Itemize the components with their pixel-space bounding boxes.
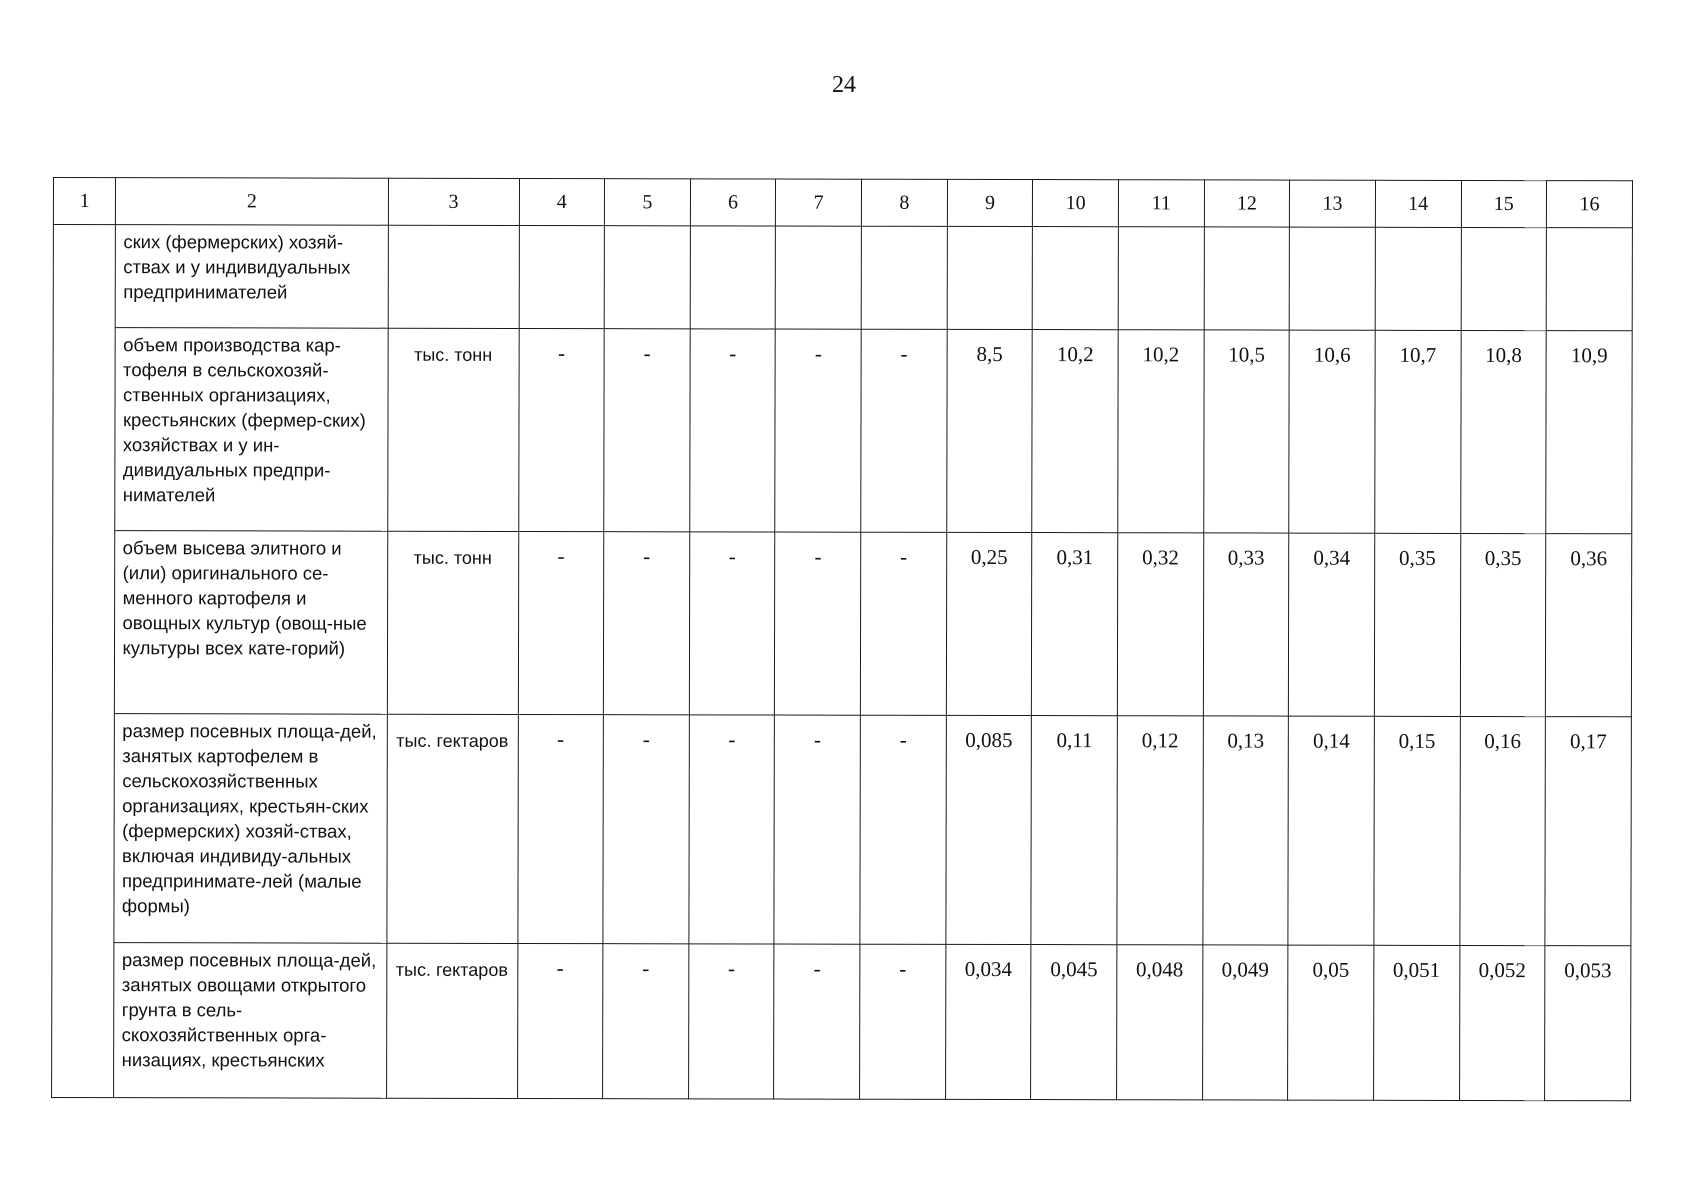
indicator-name: размер посевных площа-дей, занятых картофелем в сельскохозяйственных организациях, крестьян-ских (фермерских) хозяй-ствах, включая индивиду-альных предпринимате-лей (малые формы) <box>114 714 387 944</box>
value-cell: 0,15 <box>1374 716 1460 945</box>
table-row <box>52 713 1631 945</box>
column-header: 10 <box>1033 180 1119 227</box>
value-cell: - <box>603 715 689 944</box>
value-cell: - <box>604 329 690 532</box>
value-cell <box>604 226 690 329</box>
column-header: 14 <box>1375 180 1461 227</box>
value-cell: - <box>517 943 603 1098</box>
value-cell <box>776 226 862 329</box>
page-number: 24 <box>832 72 856 98</box>
table-row <box>52 942 1631 1100</box>
value-cell <box>1033 227 1119 330</box>
value-cell: 10,2 <box>1032 330 1118 533</box>
column-header: 1 <box>53 178 116 225</box>
value-cell: - <box>774 944 860 1099</box>
column-header: 13 <box>1290 180 1376 227</box>
value-cell: 0,05 <box>1288 945 1374 1100</box>
value-cell: 10,5 <box>1203 330 1289 533</box>
value-cell: 0,35 <box>1374 533 1460 716</box>
value-cell: - <box>689 715 775 944</box>
value-cell <box>947 226 1033 329</box>
column-header: 3 <box>388 178 519 225</box>
indicator-name: объем производства кар-тофеля в сельскохозяй-ственных организациях, крестьянских (фермер-ских) хозяйствах и у ин-дивидуальных предпри-нимателей <box>115 328 387 532</box>
column-header: 5 <box>605 179 691 226</box>
value-cell: - <box>517 714 603 943</box>
value-cell: 0,051 <box>1373 945 1459 1100</box>
column-header: 11 <box>1118 180 1204 227</box>
value-cell <box>1546 228 1632 331</box>
value-cell: - <box>775 532 861 715</box>
column-header: 6 <box>690 179 776 226</box>
value-cell: 0,36 <box>1546 534 1632 717</box>
value-cell: 0,25 <box>946 532 1032 715</box>
value-cell: 10,8 <box>1460 330 1546 533</box>
value-cell: 0,12 <box>1117 716 1203 945</box>
value-cell: 0,052 <box>1459 945 1545 1100</box>
column-header: 9 <box>947 179 1033 226</box>
value-cell: 8,5 <box>946 329 1032 532</box>
unit-cell: тыс. гектаров <box>386 943 517 1098</box>
value-cell: - <box>860 715 946 944</box>
value-cell: 0,35 <box>1460 533 1546 716</box>
value-cell: - <box>518 531 604 714</box>
column-header: 4 <box>519 178 605 225</box>
value-cell: 0,17 <box>1545 717 1631 946</box>
value-cell: - <box>860 944 946 1099</box>
value-cell: 0,32 <box>1117 533 1203 716</box>
unit-cell: тыс. тонн <box>387 328 518 531</box>
column-header: 2 <box>116 178 388 226</box>
value-cell: - <box>690 329 776 532</box>
value-cell <box>519 225 605 328</box>
value-cell <box>1118 227 1204 330</box>
value-cell <box>1289 227 1375 330</box>
indicator-name: размер посевных площа-дей, занятых овощами открытого грунта в сель-скохозяйственных орга-низациях, крестьянских <box>114 943 386 1099</box>
value-cell: - <box>518 328 604 531</box>
unit-cell <box>388 225 519 328</box>
unit-cell: тыс. гектаров <box>386 714 517 943</box>
value-cell: - <box>603 944 689 1099</box>
value-cell: 0,31 <box>1032 533 1118 716</box>
column-header: 7 <box>776 179 862 226</box>
value-cell: - <box>774 715 860 944</box>
indicators-table <box>51 177 1633 1101</box>
value-cell: 0,048 <box>1117 945 1203 1100</box>
value-cell: - <box>689 532 775 715</box>
value-cell: - <box>688 944 774 1099</box>
value-cell <box>861 226 947 329</box>
column-header: 15 <box>1461 180 1547 227</box>
table-row <box>52 531 1631 717</box>
value-cell: 10,2 <box>1118 330 1204 533</box>
column-header: 16 <box>1547 181 1633 228</box>
value-cell: 0,085 <box>946 715 1032 944</box>
table-header-row <box>53 178 1632 228</box>
value-cell: 10,9 <box>1546 331 1632 534</box>
value-cell <box>1461 227 1547 330</box>
value-cell: 0,34 <box>1289 533 1375 716</box>
value-cell <box>690 226 776 329</box>
value-cell <box>1375 227 1461 330</box>
table-row <box>53 225 1632 331</box>
value-cell: 0,034 <box>945 944 1031 1099</box>
indicator-name: объем высева элитного и (или) оригинального се-менного картофеля и овощных культур (овощ-ные культуры всех кате-горий) <box>115 531 387 715</box>
column-header: 12 <box>1204 180 1290 227</box>
unit-cell: тыс. тонн <box>387 531 518 714</box>
value-cell: 0,14 <box>1288 716 1374 945</box>
indicator-name: ских (фермерских) хозяй-ствах и у индивидуальных предпринимателей <box>116 225 388 329</box>
value-cell: - <box>604 532 690 715</box>
value-cell: 0,053 <box>1545 946 1631 1101</box>
value-cell: 10,6 <box>1289 330 1375 533</box>
value-cell: 0,045 <box>1031 945 1117 1100</box>
value-cell: - <box>860 532 946 715</box>
value-cell: 10,7 <box>1375 330 1461 533</box>
value-cell: 0,11 <box>1031 716 1117 945</box>
value-cell: 0,16 <box>1459 716 1545 945</box>
value-cell <box>1204 227 1290 330</box>
row-number-cell <box>52 225 116 1098</box>
value-cell: 0,33 <box>1203 533 1289 716</box>
table-row <box>53 328 1632 534</box>
column-header: 8 <box>861 179 947 226</box>
value-cell: 0,049 <box>1202 945 1288 1100</box>
value-cell: 0,13 <box>1203 716 1289 945</box>
value-cell: - <box>861 329 947 532</box>
value-cell: - <box>775 329 861 532</box>
